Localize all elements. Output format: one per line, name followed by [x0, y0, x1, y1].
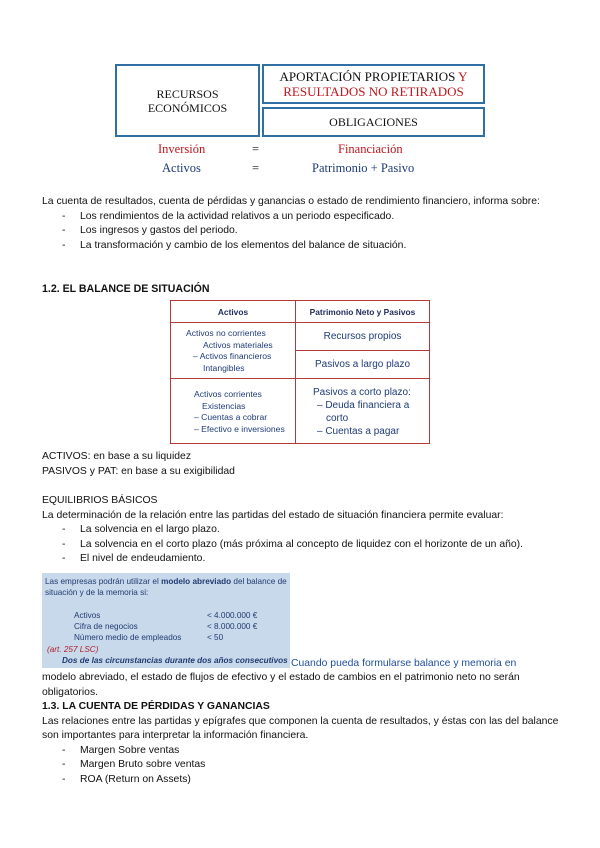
patrimonio-header [296, 301, 429, 323]
abbrev-note-blue: Cuando pueda formularse balance y memoria en [291, 658, 517, 669]
pc-item: corto [326, 413, 349, 424]
pc-title: Pasivos a corto plazo: [313, 387, 411, 398]
abbrev-note-line: modelo abreviado, el estado de flujos de efectivo y el estado de cambios en el patrimonio neto no serán [42, 672, 520, 683]
aportacion-line2: RESULTADOS NO RETIRADOS [283, 84, 464, 99]
equilibrios-section [42, 494, 562, 567]
aportacion-line1 [279, 69, 467, 84]
activos-no-corrientes-cell [171, 323, 296, 379]
abbrev-note-rest [42, 671, 562, 700]
equilibrios-heading: EQUILIBRIOS BÁSICOS [42, 495, 158, 506]
financiacion-label: Financiación [338, 142, 403, 156]
list-item: - Margen Bruto sobre ventas [62, 758, 562, 773]
recursos-box [115, 64, 260, 137]
inversion-label: Inversión [158, 142, 206, 156]
eq-row-1 [0, 142, 600, 158]
abbrev-intro-b: modelo abreviado [161, 577, 232, 586]
abbrev-intro-line2: situación y de la memoria si: [45, 588, 149, 597]
abbrev-ref: (art. 257 LSC) [47, 645, 99, 654]
list-item: - Los rendimientos de la actividad relativos a un periodo especificado. [62, 210, 557, 225]
list-item: - Margen Sobre ventas [62, 744, 562, 759]
recursos-line1: RECURSOS [156, 86, 219, 101]
nc-item: Activos materiales [203, 339, 273, 350]
abbrev-row [74, 622, 284, 631]
abbrev-intro [45, 576, 289, 598]
pc-item: – Deuda financiera a [317, 400, 410, 411]
activos-header-label: Activos [217, 306, 249, 317]
patrimonio-pasivo-label: Patrimonio + Pasivo [312, 161, 415, 175]
recursos-propios-label: Recursos propios [323, 331, 402, 342]
c-title: Activos corrientes [194, 389, 262, 399]
section13-paragraph: Las relaciones entre las partidas y epígrafes que componen la cuenta de resultados, y éstas con las del balance son importantes para interpretar la información financiera. [42, 715, 559, 741]
obligaciones-box [262, 107, 485, 137]
activos-corrientes-cell [171, 379, 296, 443]
abbrev-row [74, 611, 284, 620]
abbrev-row [74, 633, 284, 642]
abbrev-row-value: < 50 [207, 633, 224, 642]
activos-note: ACTIVOS: en base a su liquidez [42, 451, 192, 462]
c-item: Existencias [202, 400, 246, 411]
abbrev-note-line: obligatorios. [42, 686, 99, 698]
abbreviated-model-box [42, 573, 290, 668]
list-item: - La transformación y cambio de los elementos del balance de situación. [62, 239, 557, 254]
abbrev-row-value: < 8.000.000 € [207, 622, 258, 631]
intro-paragraph: La cuenta de resultados, cuenta de pérdidas y ganancias o estado de rendimiento financiero, informa sobre: [42, 196, 540, 207]
list-item: - La solvencia en el largo plazo. [62, 523, 562, 538]
nc-title: Activos no corrientes [186, 328, 266, 338]
recursos-propios-cell [296, 323, 429, 351]
pasivos-largo-cell [296, 351, 429, 379]
aportacion-y: Y [458, 69, 468, 84]
equilibrios-list [62, 523, 562, 567]
activos-header [171, 301, 296, 323]
activos-label: Activos [162, 161, 201, 175]
list-item: - La solvencia en el corto plazo (más próxima al concepto de liquidez con el horizonte de un año). [62, 538, 562, 553]
eq-sign-1: = [252, 142, 260, 156]
abbrev-row-label: Activos [74, 611, 101, 620]
list-item: - Los ingresos y gastos del periodo. [62, 224, 557, 239]
pasivos-corto-cell [296, 379, 429, 443]
eq-row-2 [0, 161, 600, 177]
section-heading-1-3: 1.3. LA CUENTA DE PÉRDIDAS Y GANANCIAS [42, 701, 270, 712]
obligaciones-label: OBLIGACIONES [329, 114, 418, 129]
eq-sign-2: = [252, 161, 260, 175]
pc-item: – Cuentas a pagar [317, 426, 400, 437]
recursos-line2: ECONÓMICOS [147, 100, 228, 115]
list-item: - ROA (Return on Assets) [62, 773, 562, 788]
list-item: - El nivel de endeudamiento. [62, 552, 562, 567]
abbrev-intro-a: Las empresas podrán utilizar el [45, 577, 162, 586]
aportacion-box [262, 64, 485, 104]
intro-list [62, 210, 557, 254]
patrimonio-header-label: Patrimonio Neto y Pasivos [309, 306, 416, 317]
abbrev-row-label: Número medio de empleados [74, 633, 182, 642]
c-item: – Efectivo e inversiones [194, 423, 285, 434]
pasivos-largo-label: Pasivos a largo plazo [314, 359, 411, 370]
section13-list [62, 744, 562, 788]
abbrev-footer: Dos de las circunstancias durante dos años consecutivos [62, 656, 288, 665]
section-heading-1-2: 1.2. EL BALANCE DE SITUACIÓN [42, 283, 210, 295]
nc-item: – Activos financieros [193, 351, 272, 361]
c-item: – Cuentas a cobrar [194, 412, 268, 422]
abbrev-intro-c: del balance de [231, 577, 287, 586]
balance-table [170, 300, 430, 444]
nc-item: Intangibles [203, 362, 245, 373]
section-1-3 [42, 700, 562, 787]
intro-section [42, 195, 557, 253]
equilibrios-paragraph: La determinación de la relación entre las partidas del estado de situación financiera permite evaluar: [42, 509, 504, 521]
abbrev-row-value: < 4.000.000 € [207, 611, 258, 620]
abbrev-row-label: Cifra de negocios [74, 622, 138, 631]
pasivos-note: PASIVOS y PAT: en base a su exigibilidad [42, 465, 235, 477]
balance-notes [42, 450, 557, 479]
aportacion-text: APORTACIÓN PROPIETARIOS [279, 69, 459, 84]
